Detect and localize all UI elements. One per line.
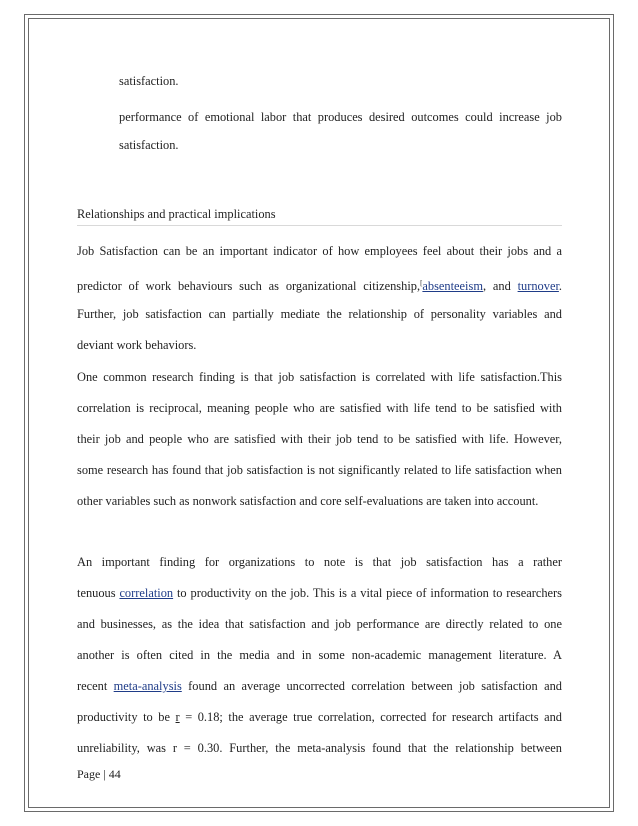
text-line (77, 710, 562, 725)
section-heading: Relationships and practical implications (77, 207, 276, 221)
heading-rule (77, 225, 562, 226)
text-line: some research has found that job satisfaction is not significantly related to life satisfaction when (77, 463, 562, 477)
absenteeism-link[interactable]: absenteeism (422, 279, 483, 294)
correlation-link[interactable]: correlation (119, 586, 174, 600)
text-line (77, 586, 562, 601)
text-line: correlation is reciprocal, meaning people who are satisfied with life tend to be satisfied with (77, 401, 562, 415)
meta-analysis-link[interactable]: meta-analysis (113, 679, 182, 693)
text-span: . (558, 279, 562, 294)
text-line: One common research finding is that job satisfaction is correlated with life satisfaction.This (77, 370, 562, 384)
text-line: An important finding for organizations to note is that job satisfaction has a rather (77, 555, 562, 569)
text-line: satisfaction. (119, 74, 179, 88)
text-span: predictor of work behaviours such as organizational citizenship, (77, 279, 421, 294)
turnover-link[interactable]: turnover (517, 279, 559, 294)
text-span: = 0.18; the average true correlation, corrected for research artifacts and (179, 710, 562, 724)
page-number: Page | 44 (77, 767, 121, 781)
text-span: found an average uncorrected correlation between job satisfaction and (181, 679, 562, 693)
text-line: unreliability, was r = 0.30. Further, the meta-analysis found that the relationship between (77, 741, 562, 755)
citation-mark: [ (420, 279, 423, 287)
text-line: Further, job satisfaction can partially mediate the relationship of personality variables and (77, 307, 562, 321)
text-line: another is often cited in the media and in some non-academic management literature. A (77, 648, 562, 662)
text-line: satisfaction. (119, 138, 179, 152)
text-line: their job and people who are satisfied with their job tend to be satisfied with life. However, (77, 432, 562, 446)
text-line (77, 679, 562, 694)
text-line: performance of emotional labor that produces desired outcomes could increase job (119, 110, 562, 124)
text-line: other variables such as nonwork satisfaction and core self-evaluations are taken into account. (77, 494, 539, 508)
text-span: , and (482, 279, 518, 294)
text-line: Job Satisfaction can be an important indicator of how employees feel about their jobs and a (77, 244, 562, 258)
text-span: recent (77, 679, 114, 693)
text-span: to productivity on the job. This is a vital piece of information to researchers (173, 586, 562, 600)
text-span: tenuous (77, 586, 120, 600)
text-line: deviant work behaviors. (77, 338, 197, 352)
text-span: productivity to be (77, 710, 176, 724)
text-line (77, 276, 562, 294)
r-link[interactable]: r (175, 710, 180, 724)
text-line: and businesses, as the idea that satisfaction and job performance are directly related to one (77, 617, 562, 631)
